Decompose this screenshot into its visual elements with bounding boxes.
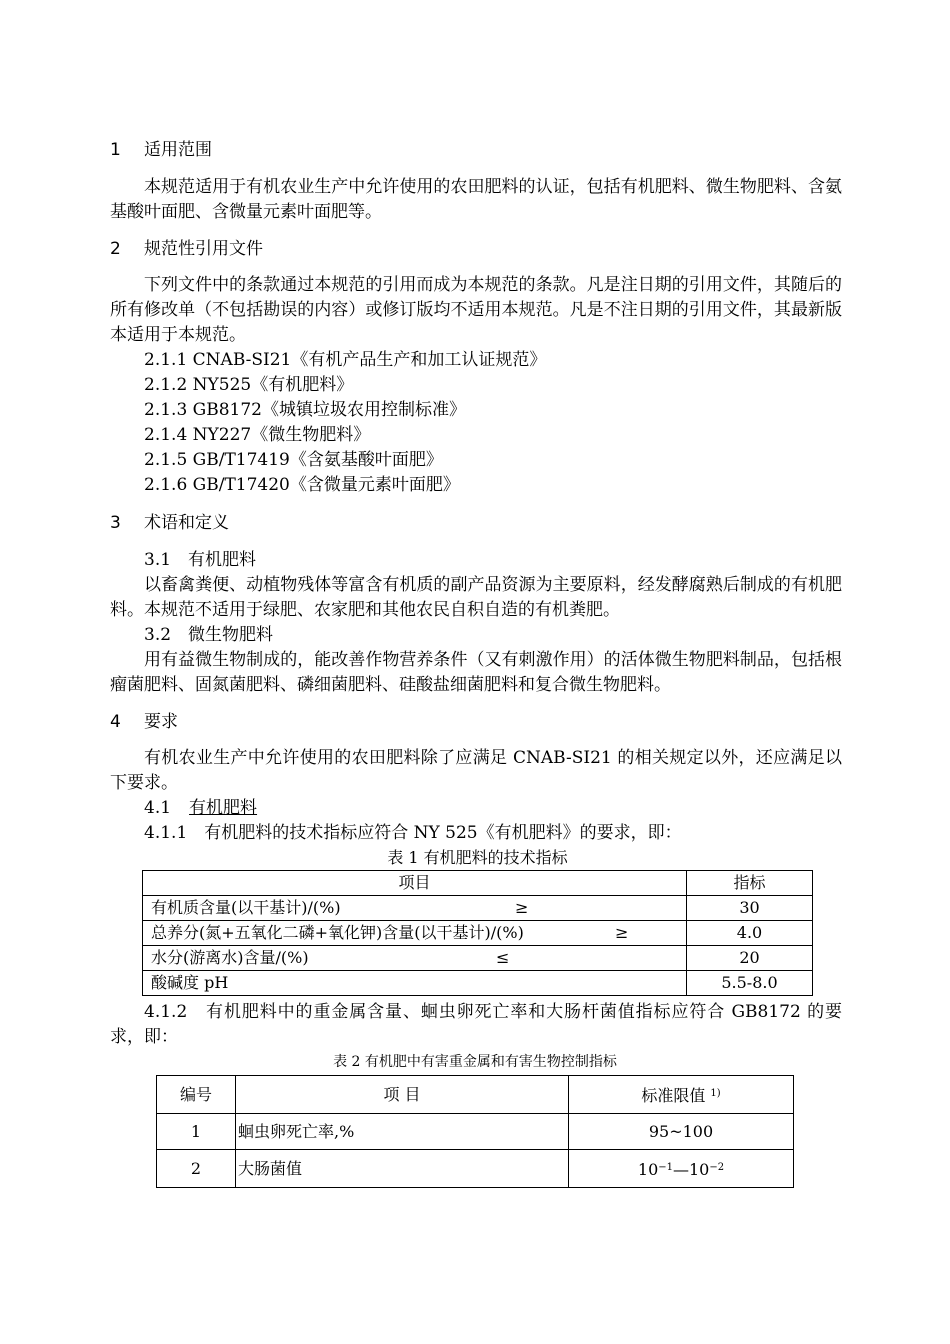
section-number: 2 bbox=[110, 239, 121, 259]
table-cell-item: 大肠菌值 bbox=[236, 1150, 569, 1188]
limit-base: 10 bbox=[689, 1160, 710, 1179]
table-cell-item bbox=[143, 896, 687, 921]
clause-4-1-2-paragraph: 4.1.2 有机肥料中的重金属含量、蛔虫卵死亡率和大肠杆菌值指标应符合 GB8172 的要求，即： bbox=[110, 1002, 842, 1047]
section-title: 术语和定义 bbox=[144, 513, 229, 533]
item-label: 总养分(氮+五氧化二磷+氧化钾)含量(以干基计)/(%) bbox=[151, 923, 524, 942]
table-row bbox=[143, 971, 813, 996]
reference-item: 2.1.1 CNAB-SI21《有机产品生产和加工认证规范》 bbox=[144, 350, 547, 370]
table-cell-item: 酸碱度 pH bbox=[143, 971, 687, 996]
section-2-paragraph: 下列文件中的条款通过本规范的引用而成为本规范的条款。凡是注日期的引用文件，其随后的所有修改单（不包括勘误的内容）或修订版均不适用本规范。凡是不注日期的引用文件，其最新版本适用于本规范。 bbox=[110, 275, 842, 345]
table-header-cell: 指标 bbox=[687, 871, 813, 896]
item-label: 有机质含量(以干基计)/(%) bbox=[151, 898, 341, 917]
table-cell-value: 4.0 bbox=[687, 921, 813, 946]
footnote-marker: 1) bbox=[710, 1088, 721, 1099]
subsection-4-1-heading bbox=[144, 796, 257, 821]
table-cell-item: 蛔虫卵死亡率,% bbox=[236, 1114, 569, 1150]
section-3-heading bbox=[110, 511, 229, 535]
section-4-heading bbox=[110, 710, 178, 734]
table-row bbox=[157, 1150, 794, 1188]
table-cell-value: 30 bbox=[687, 896, 813, 921]
technical-index-table bbox=[142, 870, 813, 996]
section-1-heading bbox=[110, 138, 212, 162]
table-row bbox=[157, 1114, 794, 1150]
subsection-3-1-heading: 3.1 有机肥料 bbox=[144, 550, 257, 570]
table-cell-limit: 95~100 bbox=[569, 1114, 794, 1150]
section-title: 适用范围 bbox=[144, 140, 212, 160]
table-header-row bbox=[157, 1076, 794, 1114]
limit-exponent: −2 bbox=[709, 1162, 725, 1173]
item-label: 水分(游离水)含量/(%) bbox=[151, 948, 309, 967]
subsection-3-2-heading: 3.2 微生物肥料 bbox=[144, 625, 274, 645]
comparison-symbol: ≤ bbox=[496, 948, 510, 967]
table-2-caption: 表 2 有机肥中有害重金属和有害生物控制指标 bbox=[333, 1054, 617, 1070]
table-cell-item bbox=[143, 946, 687, 971]
reference-item: 2.1.6 GB/T17420《含微量元素叶面肥》 bbox=[144, 475, 460, 495]
table-cell-limit bbox=[569, 1150, 794, 1188]
table-row bbox=[143, 946, 813, 971]
range-dash: — bbox=[673, 1160, 689, 1179]
reference-item: 2.1.5 GB/T17419《含氨基酸叶面肥》 bbox=[144, 450, 443, 470]
table-cell-value: 20 bbox=[687, 946, 813, 971]
table-header-row bbox=[143, 871, 813, 896]
table-cell-number: 1 bbox=[157, 1114, 236, 1150]
section-title: 规范性引用文件 bbox=[144, 239, 263, 259]
table-row bbox=[143, 896, 813, 921]
harmful-substance-table bbox=[156, 1075, 794, 1188]
limit-base: 10 bbox=[637, 1160, 659, 1179]
header-label: 标准限值 bbox=[641, 1086, 706, 1105]
table-header-cell: 项目 bbox=[143, 871, 687, 896]
section-1-paragraph: 本规范适用于有机农业生产中允许使用的农田肥料的认证，包括有机肥料、微生物肥料、含氨基酸叶面肥、含微量元素叶面肥等。 bbox=[110, 177, 842, 222]
reference-item: 2.1.3 GB8172《城镇垃圾农用控制标准》 bbox=[144, 400, 466, 420]
limit-exponent: −1 bbox=[658, 1162, 673, 1173]
reference-item: 2.1.4 NY227《微生物肥料》 bbox=[144, 425, 371, 445]
section-4-paragraph: 有机农业生产中允许使用的农田肥料除了应满足 CNAB-SI21 的相关规定以外，还应满足以下要求。 bbox=[110, 748, 842, 793]
table-row bbox=[143, 921, 813, 946]
table-cell-number: 2 bbox=[157, 1150, 236, 1188]
table-header-cell bbox=[569, 1076, 794, 1114]
section-2-heading bbox=[110, 237, 263, 261]
subsection-3-2-paragraph: 用有益微生物制成的，能改善作物营养条件（又有刺激作用）的活体微生物肥料制品，包括根瘤菌肥料、固氮菌肥料、磷细菌肥料、硅酸盐细菌肥料和复合微生物肥料。 bbox=[110, 650, 842, 695]
section-title: 要求 bbox=[144, 712, 178, 732]
table-header-cell: 编号 bbox=[157, 1076, 236, 1114]
section-number: 1 bbox=[110, 140, 121, 160]
clause-4-1-1: 4.1.1 有机肥料的技术指标应符合 NY 525《有机肥料》的要求，即： bbox=[144, 823, 682, 843]
table-cell-value: 5.5-8.0 bbox=[687, 971, 813, 996]
comparison-symbol: ≥ bbox=[515, 898, 529, 917]
reference-item: 2.1.2 NY525《有机肥料》 bbox=[144, 375, 354, 395]
table-header-cell: 项 目 bbox=[236, 1076, 569, 1114]
comparison-symbol: ≥ bbox=[615, 923, 629, 942]
section-number: 4 bbox=[110, 712, 121, 732]
table-1-caption: 表 1 有机肥料的技术指标 bbox=[387, 848, 568, 867]
section-number: 3 bbox=[110, 513, 121, 533]
table-cell-item bbox=[143, 921, 687, 946]
subsection-number: 4.1 bbox=[144, 798, 172, 818]
subsection-title: 有机肥料 bbox=[189, 798, 258, 818]
subsection-3-1-paragraph: 以畜禽粪便、动植物残体等富含有机质的副产品资源为主要原料，经发酵腐熟后制成的有机肥料。本规范不适用于绿肥、农家肥和其他农民自积自造的有机粪肥。 bbox=[110, 575, 842, 620]
